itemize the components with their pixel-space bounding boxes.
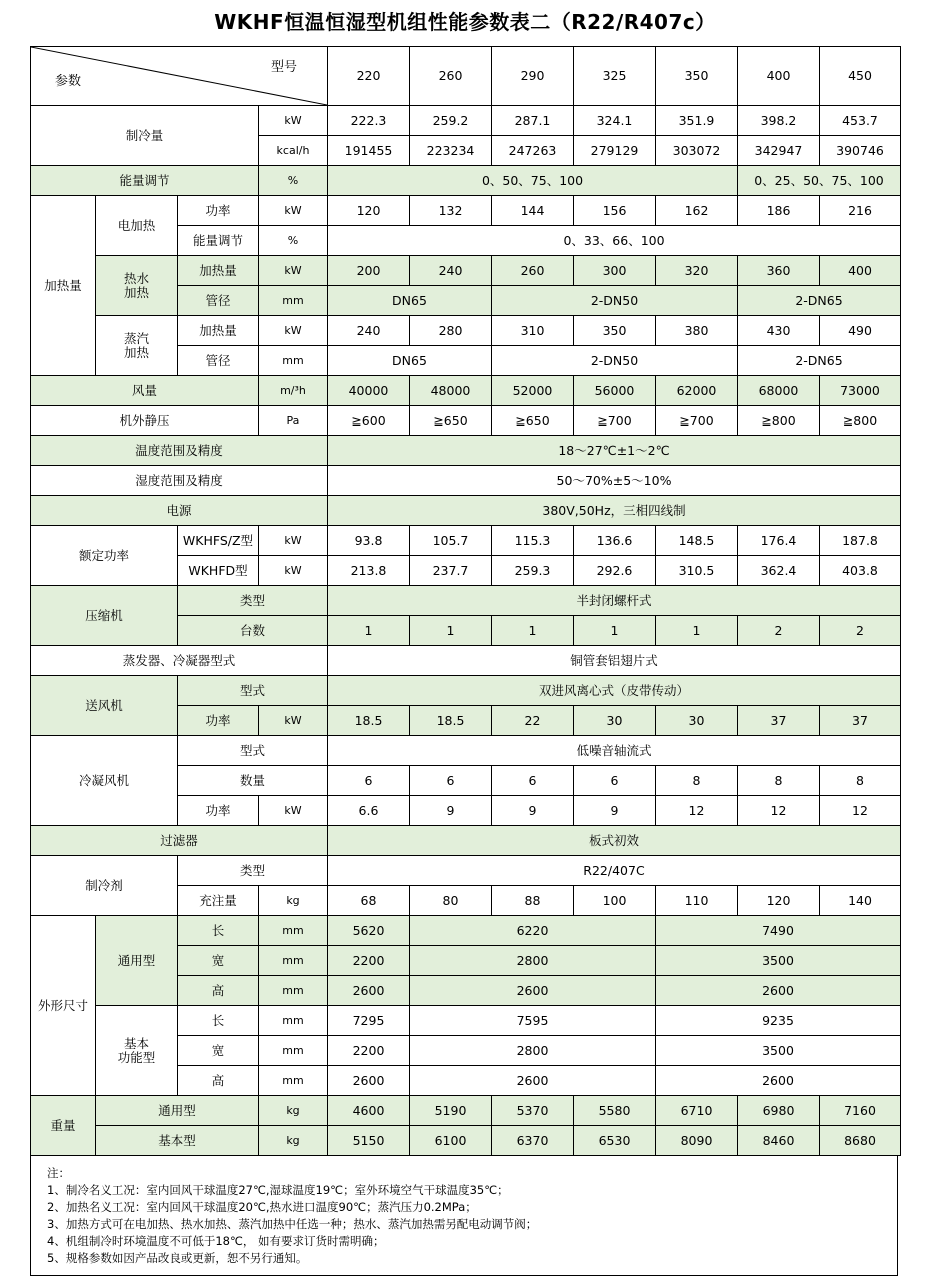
unit-cell: mm	[259, 286, 328, 316]
row-label: 型式	[178, 676, 328, 706]
unit-cell: mm	[259, 1036, 328, 1066]
table-row	[31, 736, 901, 766]
value-cell: 1	[656, 616, 738, 646]
value-cell: 380	[656, 316, 738, 346]
unit-cell: mm	[259, 1066, 328, 1096]
value-cell: 6710	[656, 1096, 738, 1126]
value-cell: ≧700	[656, 406, 738, 436]
model-header: 325	[574, 47, 656, 106]
table-row	[31, 466, 901, 496]
table-row	[31, 586, 901, 616]
value-cell: 148.5	[656, 526, 738, 556]
row-label: 能量调节	[31, 166, 259, 196]
value-cell: ≧650	[410, 406, 492, 436]
value-cell: 213.8	[328, 556, 410, 586]
value-cell: 48000	[410, 376, 492, 406]
row-label: 蒸发器、冷凝器型式	[31, 646, 328, 676]
page-title: WKHF恒温恒湿型机组性能参数表二（R22/R407c）	[214, 10, 716, 34]
value-cell: 30	[574, 706, 656, 736]
row-label: 通用型	[96, 1096, 259, 1126]
value-cell: 4600	[328, 1096, 410, 1126]
row-label: 制冷量	[31, 106, 259, 166]
value-cell: 351.9	[656, 106, 738, 136]
value-cell: 2-DN65	[738, 346, 901, 376]
value-cell: 5190	[410, 1096, 492, 1126]
table-row	[31, 196, 901, 226]
unit-cell: m/³h	[259, 376, 328, 406]
value-cell: 2600	[656, 1066, 901, 1096]
row-label: 电加热	[96, 196, 178, 256]
value-cell: 80	[410, 886, 492, 916]
value-cell: 140	[820, 886, 901, 916]
value-cell: 156	[574, 196, 656, 226]
model-header: 290	[492, 47, 574, 106]
param-label: 参数	[55, 74, 82, 89]
row-label: 基本型	[96, 1126, 259, 1156]
value-cell: 320	[656, 256, 738, 286]
row-label: 长	[178, 916, 259, 946]
note-item: 4、机组制冷时环境温度不可低于18℃， 如有要求订货时需明确；	[47, 1234, 385, 1248]
value-cell: 380V,50Hz，三相四线制	[328, 496, 901, 526]
value-cell: 6.6	[328, 796, 410, 826]
unit-cell: kW	[259, 796, 328, 826]
note-item: 3、加热方式可在电加热、热水加热、蒸汽加热中任选一种；热水、蒸汽加热需另配电动调节阀；	[47, 1217, 538, 1231]
value-cell: 259.2	[410, 106, 492, 136]
table-row	[31, 526, 901, 556]
row-label: 功率	[178, 796, 259, 826]
row-label: 外形尺寸	[31, 916, 96, 1096]
value-cell: 8090	[656, 1126, 738, 1156]
value-cell: 186	[738, 196, 820, 226]
value-cell: 7160	[820, 1096, 901, 1126]
row-label: WKHFD型	[178, 556, 259, 586]
unit-cell: mm	[259, 1006, 328, 1036]
value-cell: 88	[492, 886, 574, 916]
row-label: 电源	[31, 496, 328, 526]
row-label: 高	[178, 1066, 259, 1096]
value-cell: 铜管套铝翅片式	[328, 646, 901, 676]
unit-cell: kW	[259, 106, 328, 136]
value-cell: 120	[738, 886, 820, 916]
value-cell: R22/407C	[328, 856, 901, 886]
model-header: 220	[328, 47, 410, 106]
row-label: 湿度范围及精度	[31, 466, 328, 496]
row-label: 过滤器	[31, 826, 328, 856]
row-label: 数量	[178, 766, 328, 796]
note-item: 1、制冷名义工况：室内回风干球温度27℃,湿球温度19℃；室外环境空气干球温度35℃；	[47, 1183, 509, 1197]
value-cell: 490	[820, 316, 901, 346]
row-label: 类型	[178, 856, 328, 886]
unit-cell: %	[259, 166, 328, 196]
row-label: 压缩机	[31, 586, 178, 646]
unit-cell: kW	[259, 256, 328, 286]
value-cell: 68000	[738, 376, 820, 406]
unit-cell: kW	[259, 316, 328, 346]
value-cell: 1	[492, 616, 574, 646]
value-cell: 半封闭螺杆式	[328, 586, 901, 616]
diagonal-header-cell	[31, 47, 328, 106]
value-cell: 37	[820, 706, 901, 736]
value-cell: 5150	[328, 1126, 410, 1156]
value-cell: 1	[410, 616, 492, 646]
value-cell: 3500	[656, 1036, 901, 1066]
value-cell: 2600	[410, 976, 656, 1006]
value-cell: 292.6	[574, 556, 656, 586]
value-cell: 398.2	[738, 106, 820, 136]
value-cell: 200	[328, 256, 410, 286]
value-cell: 2	[820, 616, 901, 646]
value-cell: 350	[574, 316, 656, 346]
value-cell: DN65	[328, 346, 492, 376]
unit-cell: kcal/h	[259, 136, 328, 166]
value-cell: 68	[328, 886, 410, 916]
value-cell: 2600	[656, 976, 901, 1006]
table-row	[31, 916, 901, 946]
unit-cell: kg	[259, 1096, 328, 1126]
value-cell: 8	[656, 766, 738, 796]
value-cell: 324.1	[574, 106, 656, 136]
unit-cell: kW	[259, 196, 328, 226]
unit-cell: mm	[259, 916, 328, 946]
value-cell: 12	[738, 796, 820, 826]
value-cell: 6370	[492, 1126, 574, 1156]
value-cell: 300	[574, 256, 656, 286]
value-cell: 115.3	[492, 526, 574, 556]
value-cell: 136.6	[574, 526, 656, 556]
notes-box	[30, 1155, 898, 1276]
row-label: 冷凝风机	[31, 736, 178, 826]
value-cell: 8	[738, 766, 820, 796]
value-cell: 100	[574, 886, 656, 916]
value-cell: 2200	[328, 946, 410, 976]
row-label: 高	[178, 976, 259, 1006]
unit-cell: kW	[259, 706, 328, 736]
row-label: 温度范围及精度	[31, 436, 328, 466]
value-cell: 430	[738, 316, 820, 346]
value-cell: 162	[656, 196, 738, 226]
value-cell: 280	[410, 316, 492, 346]
value-cell: ≧600	[328, 406, 410, 436]
value-cell: 453.7	[820, 106, 901, 136]
row-label: 台数	[178, 616, 328, 646]
value-cell: 8	[820, 766, 901, 796]
value-cell: 240	[410, 256, 492, 286]
value-cell: 342947	[738, 136, 820, 166]
model-header: 350	[656, 47, 738, 106]
value-cell: 9	[492, 796, 574, 826]
table-row	[31, 106, 901, 136]
value-cell: 18.5	[410, 706, 492, 736]
value-cell: 260	[492, 256, 574, 286]
row-label: 充注量	[178, 886, 259, 916]
value-cell: 2	[738, 616, 820, 646]
value-cell: 2-DN50	[492, 346, 738, 376]
value-cell: 259.3	[492, 556, 574, 586]
value-cell: 287.1	[492, 106, 574, 136]
value-cell: 2600	[410, 1066, 656, 1096]
value-cell: 105.7	[410, 526, 492, 556]
unit-cell: kg	[259, 1126, 328, 1156]
value-cell: 144	[492, 196, 574, 226]
row-label: 长	[178, 1006, 259, 1036]
value-cell: 22	[492, 706, 574, 736]
unit-cell: mm	[259, 976, 328, 1006]
value-cell: 56000	[574, 376, 656, 406]
value-cell: 247263	[492, 136, 574, 166]
value-cell: 6980	[738, 1096, 820, 1126]
row-label: 额定功率	[31, 526, 178, 586]
value-cell: 7595	[410, 1006, 656, 1036]
unit-cell: mm	[259, 946, 328, 976]
row-label: 管径	[178, 346, 259, 376]
value-cell: 0、33、66、100	[328, 226, 901, 256]
table-row	[31, 1126, 901, 1156]
value-cell: 1	[328, 616, 410, 646]
row-label: 功率	[178, 196, 259, 226]
value-cell: 132	[410, 196, 492, 226]
value-cell: 18.5	[328, 706, 410, 736]
row-label: 宽	[178, 946, 259, 976]
table-row	[31, 496, 901, 526]
value-cell: 62000	[656, 376, 738, 406]
value-cell: 110	[656, 886, 738, 916]
header-row	[31, 47, 901, 106]
value-cell: 12	[656, 796, 738, 826]
value-cell: 6530	[574, 1126, 656, 1156]
table-row	[31, 406, 901, 436]
table-row	[31, 1006, 901, 1036]
row-label: 送风机	[31, 676, 178, 736]
unit-cell: %	[259, 226, 328, 256]
value-cell: 222.3	[328, 106, 410, 136]
row-label: 制冷剂	[31, 856, 178, 916]
row-label: 机外静压	[31, 406, 259, 436]
row-label: 型式	[178, 736, 328, 766]
value-cell: 2800	[410, 946, 656, 976]
table-row	[31, 316, 901, 346]
value-cell: 400	[820, 256, 901, 286]
value-cell: 5370	[492, 1096, 574, 1126]
row-label: 风量	[31, 376, 259, 406]
value-cell: 310.5	[656, 556, 738, 586]
value-cell: 1	[574, 616, 656, 646]
value-cell: 12	[820, 796, 901, 826]
value-cell: 240	[328, 316, 410, 346]
unit-cell: kg	[259, 886, 328, 916]
value-cell: 403.8	[820, 556, 901, 586]
value-cell: 310	[492, 316, 574, 346]
row-label: 蒸汽 加热	[96, 316, 178, 376]
spec-table	[30, 46, 901, 1156]
table-row	[31, 826, 901, 856]
value-cell: 6	[492, 766, 574, 796]
unit-cell: mm	[259, 346, 328, 376]
value-cell: ≧700	[574, 406, 656, 436]
value-cell: 0、25、50、75、100	[738, 166, 901, 196]
value-cell: ≧800	[820, 406, 901, 436]
value-cell: 390746	[820, 136, 901, 166]
value-cell: ≧650	[492, 406, 574, 436]
row-label: 通用型	[96, 916, 178, 1006]
value-cell: 191455	[328, 136, 410, 166]
value-cell: 6	[410, 766, 492, 796]
table-row	[31, 676, 901, 706]
model-header: 400	[738, 47, 820, 106]
table-row	[31, 376, 901, 406]
row-label: WKHFS/Z型	[178, 526, 259, 556]
row-label: 功率	[178, 706, 259, 736]
table-row	[31, 856, 901, 886]
value-cell: 30	[656, 706, 738, 736]
value-cell: 176.4	[738, 526, 820, 556]
value-cell: 5580	[574, 1096, 656, 1126]
row-label: 加热量	[178, 316, 259, 346]
row-label: 重量	[31, 1096, 96, 1156]
model-header: 450	[820, 47, 901, 106]
value-cell: 2200	[328, 1036, 410, 1066]
table-row	[31, 166, 901, 196]
value-cell: 216	[820, 196, 901, 226]
value-cell: 0、50、75、100	[328, 166, 738, 196]
note-item: 2、加热名义工况：室内回风干球温度20℃,热水进口温度90℃；蒸汽压力0.2MPa；	[47, 1200, 477, 1214]
value-cell: 237.7	[410, 556, 492, 586]
value-cell: 6220	[410, 916, 656, 946]
value-cell: ≧800	[738, 406, 820, 436]
table-row	[31, 1096, 901, 1126]
value-cell: 37	[738, 706, 820, 736]
unit-cell: Pa	[259, 406, 328, 436]
unit-cell: kW	[259, 526, 328, 556]
value-cell: 3500	[656, 946, 901, 976]
notes-heading: 注：	[47, 1166, 70, 1180]
value-cell: 9	[574, 796, 656, 826]
value-cell: 低噪音轴流式	[328, 736, 901, 766]
value-cell: 9235	[656, 1006, 901, 1036]
value-cell: 8680	[820, 1126, 901, 1156]
note-item: 5、规格参数如因产品改良或更新，恕不另行通知。	[47, 1251, 308, 1265]
table-row	[31, 646, 901, 676]
value-cell: 2800	[410, 1036, 656, 1066]
table-row	[31, 256, 901, 286]
value-cell: 120	[328, 196, 410, 226]
value-cell: 5620	[328, 916, 410, 946]
value-cell: 360	[738, 256, 820, 286]
value-cell: 93.8	[328, 526, 410, 556]
row-label: 热水 加热	[96, 256, 178, 316]
model-label: 型号	[271, 60, 298, 75]
value-cell: 双进风离心式（皮带传动）	[328, 676, 901, 706]
value-cell: 板式初效	[328, 826, 901, 856]
value-cell: 8460	[738, 1126, 820, 1156]
row-label: 类型	[178, 586, 328, 616]
value-cell: 303072	[656, 136, 738, 166]
value-cell: 2600	[328, 976, 410, 1006]
row-label: 加热量	[31, 196, 96, 376]
row-label: 能量调节	[178, 226, 259, 256]
row-label: 管径	[178, 286, 259, 316]
value-cell: 279129	[574, 136, 656, 166]
value-cell: 223234	[410, 136, 492, 166]
value-cell: 362.4	[738, 556, 820, 586]
row-label: 宽	[178, 1036, 259, 1066]
model-header: 260	[410, 47, 492, 106]
value-cell: 7295	[328, 1006, 410, 1036]
row-label: 基本 功能型	[96, 1006, 178, 1096]
unit-cell: kW	[259, 556, 328, 586]
value-cell: 2600	[328, 1066, 410, 1096]
value-cell: 187.8	[820, 526, 901, 556]
value-cell: 2-DN50	[492, 286, 738, 316]
value-cell: 40000	[328, 376, 410, 406]
value-cell: 50～70%±5～10%	[328, 466, 901, 496]
value-cell: 6	[328, 766, 410, 796]
table-row	[31, 436, 901, 466]
value-cell: 18～27℃±1～2℃	[328, 436, 901, 466]
value-cell: 6100	[410, 1126, 492, 1156]
value-cell: DN65	[328, 286, 492, 316]
value-cell: 6	[574, 766, 656, 796]
value-cell: 52000	[492, 376, 574, 406]
value-cell: 7490	[656, 916, 901, 946]
value-cell: 9	[410, 796, 492, 826]
value-cell: 2-DN65	[738, 286, 901, 316]
row-label: 加热量	[178, 256, 259, 286]
value-cell: 73000	[820, 376, 901, 406]
